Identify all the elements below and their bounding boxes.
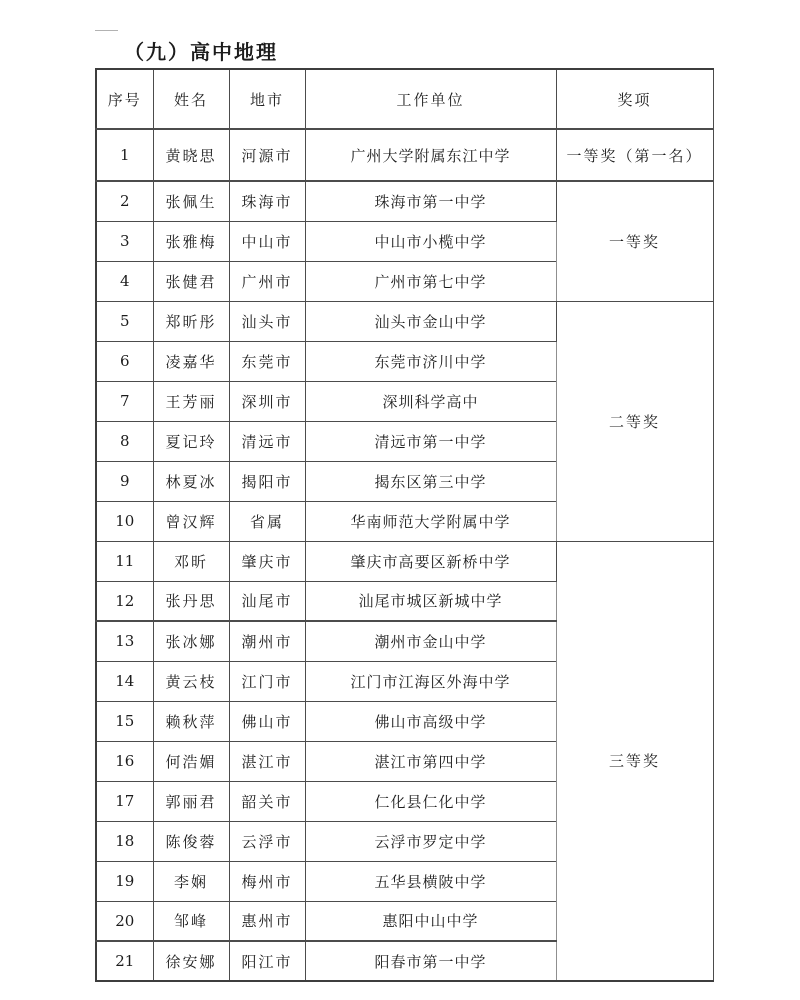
cell-name: 王芳丽 [153,381,229,421]
cell-city: 汕头市 [229,301,305,341]
cell-unit: 湛江市第四中学 [305,741,556,781]
cell-city: 潮州市 [229,621,305,661]
cell-city: 深圳市 [229,381,305,421]
col-header-no: 序号 [96,69,153,129]
cell-city: 湛江市 [229,741,305,781]
cell-city: 东莞市 [229,341,305,381]
cell-name: 邓昕 [153,541,229,581]
award-cell-second-prize: 二等奖 [556,301,713,541]
cell-city: 惠州市 [229,901,305,941]
cell-unit: 佛山市高级中学 [305,701,556,741]
cell-no: 17 [96,781,153,821]
cell-name: 郭丽君 [153,781,229,821]
cell-no: 19 [96,861,153,901]
stray-scan-line [95,30,118,31]
col-header-unit: 工作单位 [305,69,556,129]
cell-no: 16 [96,741,153,781]
cell-no: 2 [96,181,153,221]
cell-unit: 惠阳中山中学 [305,901,556,941]
cell-name: 陈俊蓉 [153,821,229,861]
cell-name: 李娴 [153,861,229,901]
cell-unit: 云浮市罗定中学 [305,821,556,861]
cell-no: 20 [96,901,153,941]
cell-name: 曾汉辉 [153,501,229,541]
table-row [96,181,713,221]
cell-unit: 肇庆市高要区新桥中学 [305,541,556,581]
cell-unit: 广州市第七中学 [305,261,556,301]
award-cell-first-prize: 一等奖 [556,181,713,301]
cell-city: 汕尾市 [229,581,305,621]
cell-no: 14 [96,661,153,701]
cell-city: 广州市 [229,261,305,301]
cell-city: 省属 [229,501,305,541]
col-header-award: 奖项 [556,69,713,129]
cell-unit: 阳春市第一中学 [305,941,556,981]
cell-no: 4 [96,261,153,301]
cell-unit: 深圳科学高中 [305,381,556,421]
col-header-city: 地市 [229,69,305,129]
section-title: （九）高中地理 [124,40,278,64]
cell-unit: 江门市江海区外海中学 [305,661,556,701]
award-cell-first-prize-top: 一等奖（第一名） [556,129,713,181]
cell-city: 韶关市 [229,781,305,821]
cell-name: 邹峰 [153,901,229,941]
cell-name: 徐安娜 [153,941,229,981]
award-cell-third-prize: 三等奖 [556,541,713,981]
cell-city: 揭阳市 [229,461,305,501]
cell-unit: 潮州市金山中学 [305,621,556,661]
cell-unit: 揭东区第三中学 [305,461,556,501]
cell-unit: 汕尾市城区新城中学 [305,581,556,621]
cell-no: 13 [96,621,153,661]
cell-city: 江门市 [229,661,305,701]
cell-name: 张雅梅 [153,221,229,261]
cell-name: 林夏冰 [153,461,229,501]
cell-name: 张冰娜 [153,621,229,661]
cell-no: 9 [96,461,153,501]
cell-name: 张健君 [153,261,229,301]
cell-name: 夏记玲 [153,421,229,461]
cell-unit: 广州大学附属东江中学 [305,129,556,181]
cell-no: 5 [96,301,153,341]
cell-name: 凌嘉华 [153,341,229,381]
cell-name: 郑昕彤 [153,301,229,341]
cell-unit: 五华县横陂中学 [305,861,556,901]
cell-no: 12 [96,581,153,621]
cell-unit: 清远市第一中学 [305,421,556,461]
cell-name: 黄云枝 [153,661,229,701]
cell-no: 11 [96,541,153,581]
cell-city: 清远市 [229,421,305,461]
cell-name: 张佩生 [153,181,229,221]
cell-no: 18 [96,821,153,861]
cell-city: 河源市 [229,129,305,181]
cell-name: 张丹思 [153,581,229,621]
cell-no: 1 [96,129,153,181]
cell-no: 21 [96,941,153,981]
table-row [96,541,713,581]
cell-city: 珠海市 [229,181,305,221]
cell-city: 肇庆市 [229,541,305,581]
cell-name: 黄晓思 [153,129,229,181]
cell-city: 梅州市 [229,861,305,901]
cell-unit: 仁化县仁化中学 [305,781,556,821]
cell-no: 8 [96,421,153,461]
cell-city: 阳江市 [229,941,305,981]
cell-no: 6 [96,341,153,381]
table-row [96,129,713,181]
cell-unit: 珠海市第一中学 [305,181,556,221]
cell-unit: 华南师范大学附属中学 [305,501,556,541]
cell-city: 中山市 [229,221,305,261]
cell-name: 何浩媚 [153,741,229,781]
table-row [96,301,713,341]
col-header-name: 姓名 [153,69,229,129]
award-winners-table [95,68,714,982]
header-row [96,69,713,129]
cell-no: 7 [96,381,153,421]
cell-unit: 中山市小榄中学 [305,221,556,261]
cell-name: 赖秋萍 [153,701,229,741]
cell-city: 云浮市 [229,821,305,861]
cell-no: 15 [96,701,153,741]
cell-no: 10 [96,501,153,541]
cell-unit: 汕头市金山中学 [305,301,556,341]
cell-city: 佛山市 [229,701,305,741]
cell-no: 3 [96,221,153,261]
cell-unit: 东莞市济川中学 [305,341,556,381]
